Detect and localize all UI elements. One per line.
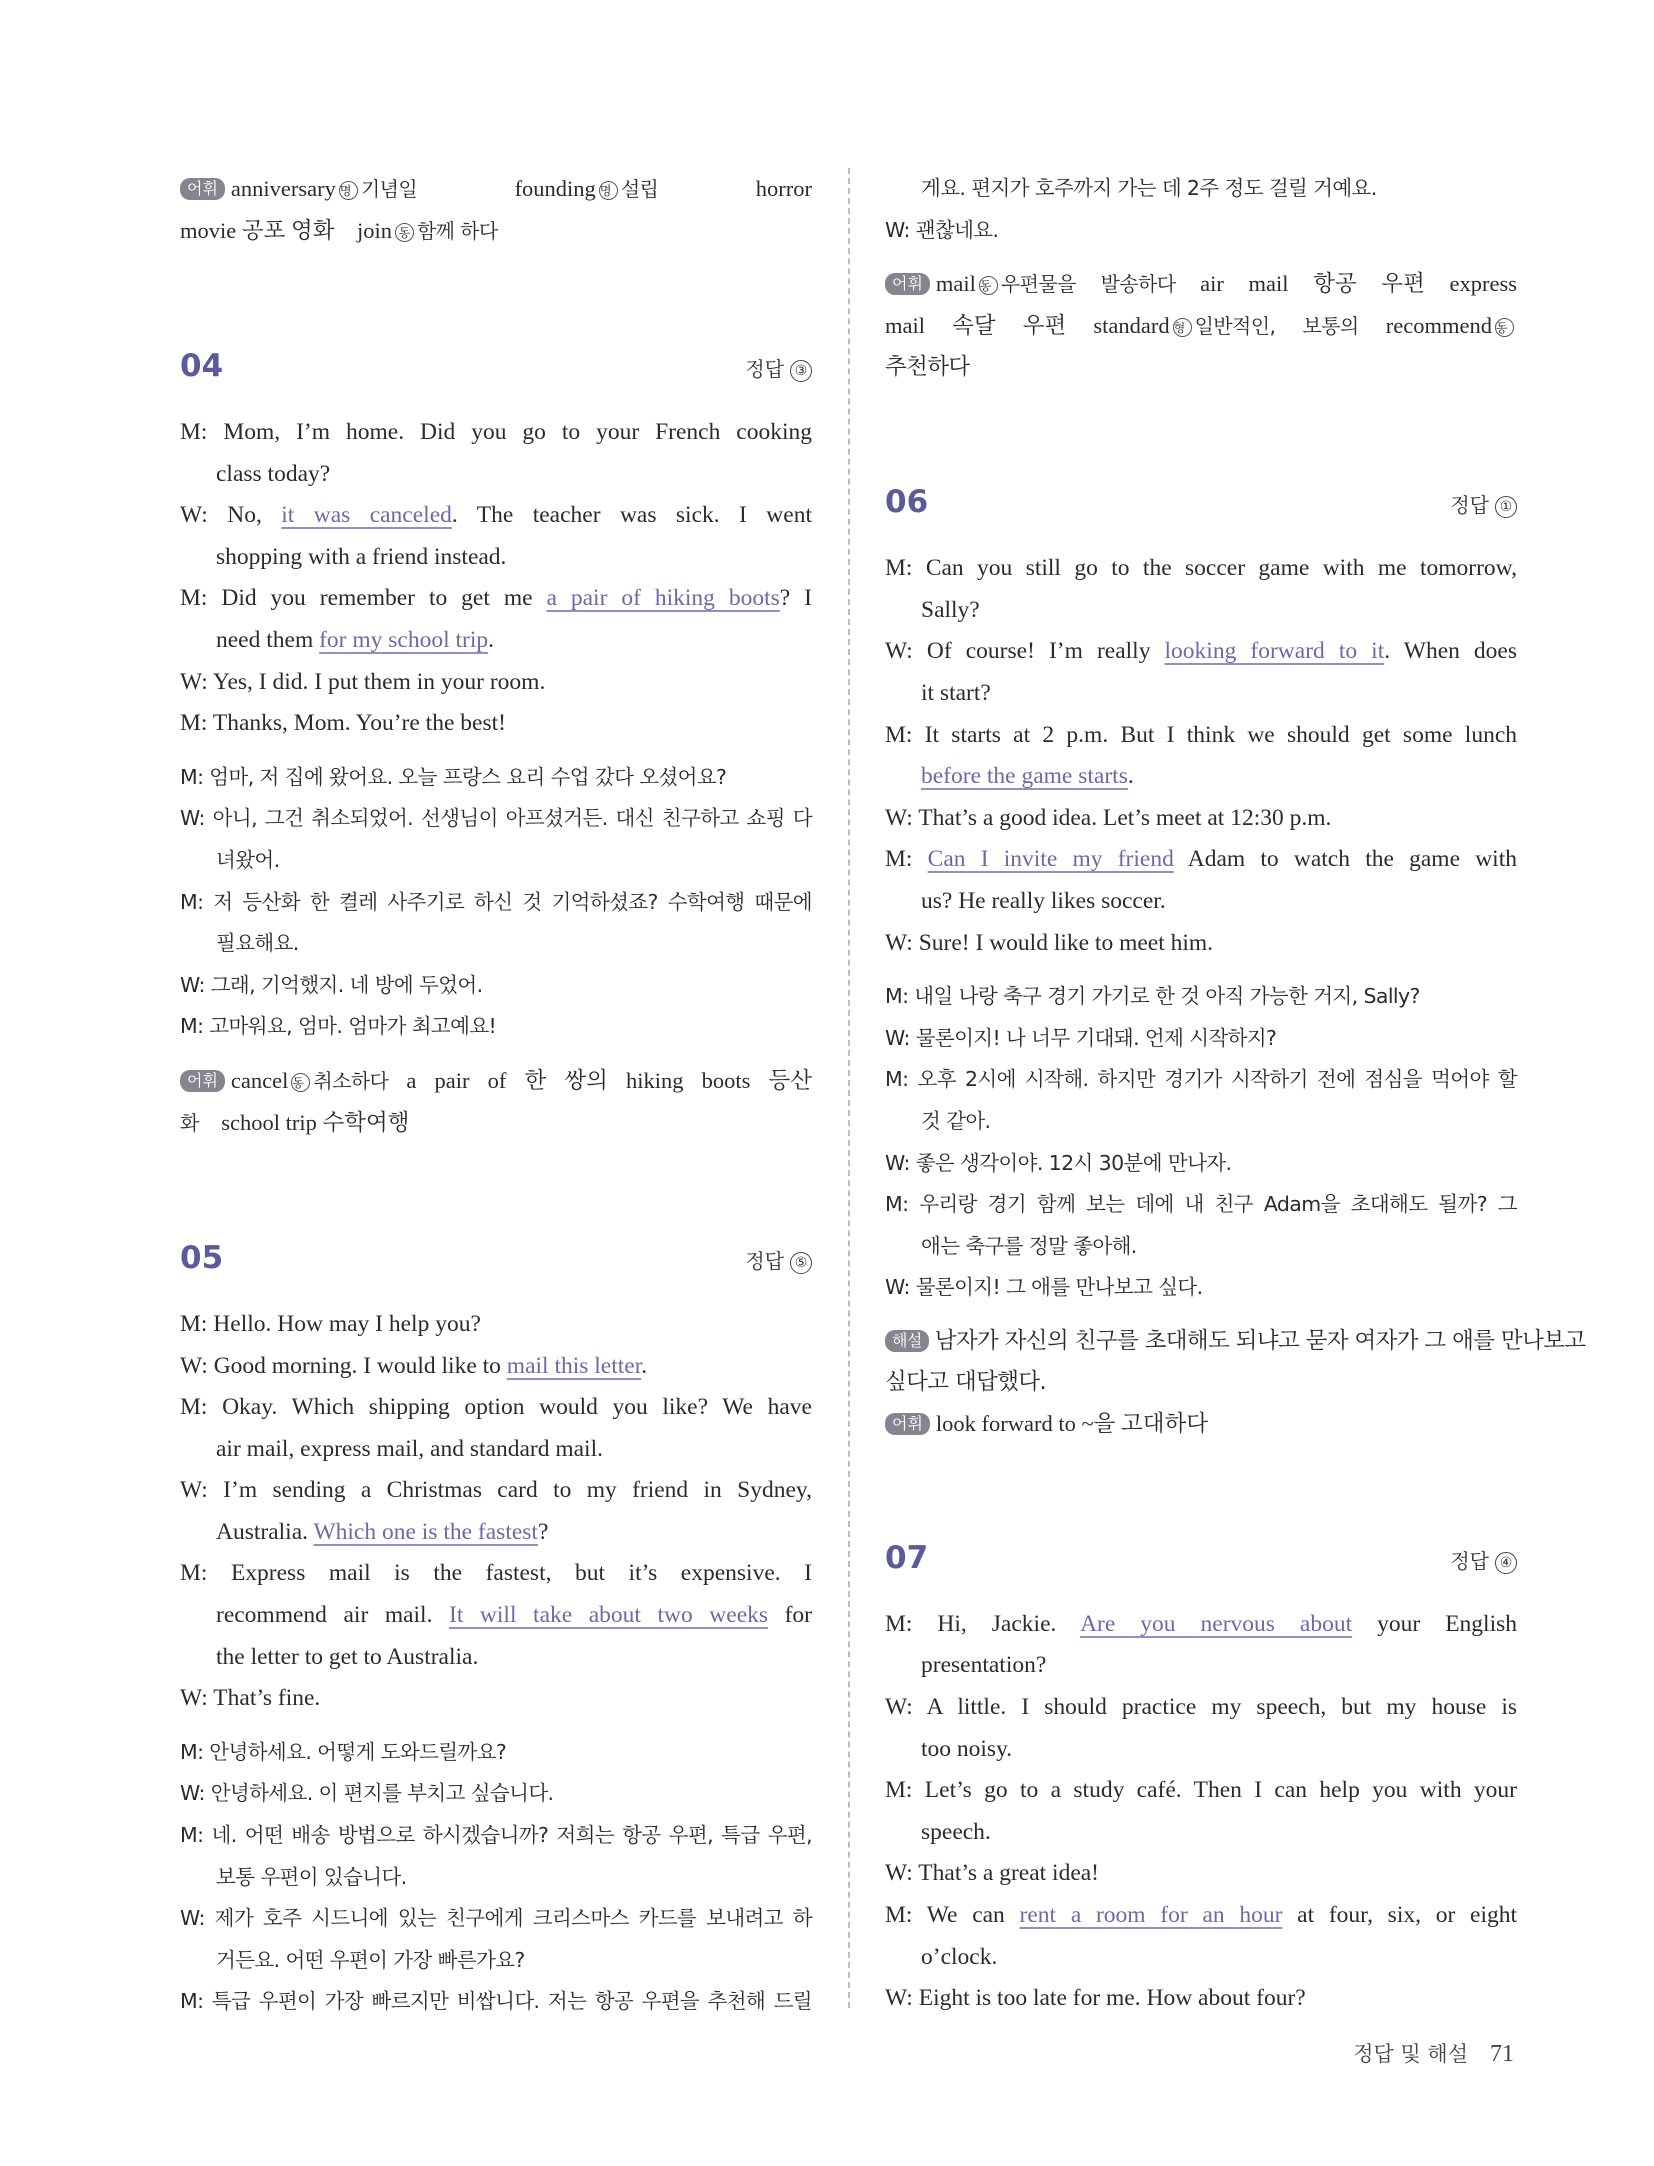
- answer-blank: mail this letter: [506, 1352, 642, 1379]
- answer-blank: a pair of hiking boots: [546, 585, 780, 612]
- answer-key: 정답 ⑤: [745, 1245, 812, 1274]
- dialogue-line: W: Sure! I would like to meet him.: [885, 929, 1214, 956]
- explanation-badge: 해설: [885, 1330, 929, 1352]
- verb-marker: 동: [395, 223, 414, 242]
- translation-line: W: 물론이지! 그 애를 만나보고 싶다.: [885, 1275, 1203, 1300]
- dialogue-line: M: Okay. Which shipping option would you like? We have: [180, 1394, 812, 1421]
- dialogue-line: M: Express mail is the fastest, but it’s expensive. I: [180, 1560, 812, 1587]
- dialogue-line: W: I’m sending a Christmas card to my friend in Sydney,: [180, 1477, 812, 1504]
- translation-line: 게요. 편지가 호주까지 가는 데 2주 정도 걸릴 거예요.: [921, 176, 1377, 200]
- footer-label: 정답 및 해설: [1353, 2042, 1468, 2066]
- dialogue-line: W: Yes, I did. I put them in your room.: [180, 668, 546, 695]
- verb-marker: 동: [291, 1073, 310, 1092]
- translation-line: M: 고마워요, 엄마. 엄마가 최고예요!: [180, 1014, 497, 1039]
- answer-blank: it was canceled: [281, 502, 452, 529]
- vocab-badge: 어휘: [180, 1070, 225, 1092]
- section-07: [885, 1540, 1517, 2020]
- answer-key: 정답 ③: [745, 353, 812, 382]
- answer-blank: It will take about two weeks: [449, 1602, 769, 1629]
- noun-marker: 명: [339, 181, 358, 200]
- section-header: [885, 1540, 1517, 1602]
- dialogue-line: W: Good morning. I would like to mail this letter.: [180, 1352, 648, 1379]
- answer-blank: rent a room for an hour: [1019, 1902, 1283, 1929]
- dialogue-line: M: Hi, Jackie. Are you nervous about your English: [885, 1610, 1518, 1637]
- vocab-box: 어휘 look forward to ~을 고대하다: [885, 1403, 1517, 1444]
- dialogue-line: M: Hello. How may I help you?: [180, 1310, 481, 1337]
- right-column: [885, 168, 1586, 2020]
- vocab-badge: 어휘: [885, 1413, 930, 1435]
- dialogue-line: M: Let’s go to a study café. Then I can help you with your: [885, 1777, 1517, 1804]
- verb-marker: 동: [979, 276, 998, 295]
- dialogue-line: Australia. Which one is the fastest?: [216, 1518, 549, 1545]
- translation-line: 필요해요.: [216, 931, 299, 956]
- verb-marker: 동: [1495, 318, 1514, 337]
- dialogue-line: M: Did you remember to get me a pair of hiking boots? I: [180, 585, 812, 612]
- translation-line: M: 우리랑 경기 함께 보는 데에 내 친구 Adam을 초대해도 될까? 그: [885, 1192, 1517, 1217]
- answer-blank: Which one is the fastest: [313, 1518, 538, 1545]
- translation-line: W: 안녕하세요. 이 편지를 부치고 싶습니다.: [180, 1781, 554, 1806]
- dialogue-line: W: A little. I should practice my speech, but my house is: [885, 1694, 1517, 1721]
- dialogue-line: M: Mom, I’m home. Did you go to your French cooking: [180, 419, 812, 445]
- dialogue-line: W: No, it was canceled. The teacher was sick. I went: [180, 502, 812, 529]
- translation-line: 녀왔어.: [216, 847, 280, 872]
- section-number: 04: [180, 348, 224, 384]
- answer-key: 정답 ①: [1450, 489, 1517, 518]
- dialogue-line: Sally?: [921, 596, 980, 623]
- dialogue-line: class today?: [216, 460, 331, 487]
- answer-blank: looking forward to it: [1164, 638, 1385, 665]
- vocab-box: 어휘 cancel 동 취소하다 a pair of 한 쌍의 hiking boots 등산 화 school trip 수학여행: [180, 1067, 813, 1135]
- section-04: [180, 348, 812, 1144]
- answer-blank: before the game starts: [921, 763, 1128, 790]
- section-header: [180, 348, 812, 410]
- dialogue-line: W: That’s fine.: [180, 1685, 321, 1712]
- dialogue-line: M: Can I invite my friend Adam to watch the game with: [885, 846, 1517, 873]
- translation-line: M: 내일 나랑 축구 경기 가기로 한 것 아직 가능한 거지, Sally?: [885, 984, 1420, 1009]
- answer-blank: Are you nervous about: [1080, 1610, 1353, 1637]
- section-06: [885, 484, 1586, 1444]
- dialogue-line: us? He really likes soccer.: [921, 887, 1166, 914]
- section-number: 07: [885, 1539, 929, 1576]
- dialogue-line: before the game starts.: [921, 763, 1134, 790]
- section-header: [885, 484, 1517, 546]
- dialogue-line: W: That’s a great idea!: [885, 1860, 1100, 1887]
- dialogue-line: W: Eight is too late for me. How about four?: [885, 1985, 1306, 2012]
- section-05: [180, 1240, 812, 2023]
- translation-line: W: 괜찮네요.: [885, 217, 999, 242]
- dialogue-line: presentation?: [921, 1652, 1047, 1679]
- translation-line: W: 제가 호주 시드니에 있는 친구에게 크리스마스 카드를 보내려고 하: [180, 1906, 812, 1931]
- explanation-box: 해설 남자가 자신의 친구를 초대해도 되냐고 묻자 여자가 그 애를 만나보고 싶다고 대답했다.: [885, 1327, 1586, 1395]
- vocab-badge: 어휘: [180, 178, 225, 200]
- vocab-box-intro: 어휘 anniversary 명 기념일 founding 명 설립 horror movie 공포 영화 join 동 함께 하다: [180, 176, 813, 243]
- dialogue-line: M: We can rent a room for an hour at four, six, or eight: [885, 1902, 1517, 1929]
- dialogue-line: too noisy.: [921, 1735, 1013, 1762]
- answer-blank: Can I invite my friend: [927, 846, 1174, 873]
- dialogue-line: the letter to get to Australia.: [216, 1643, 479, 1670]
- dialogue-line: need them for my school trip.: [216, 626, 495, 653]
- translation-line: M: 오후 2시에 시작해. 하지만 경기가 시작하기 전에 점심을 먹어야 할: [885, 1067, 1517, 1092]
- translation-line: M: 안녕하세요. 어떻게 도와드릴까요?: [180, 1739, 507, 1764]
- translation-line: 것 같아.: [921, 1108, 991, 1133]
- dialogue-line: o’clock.: [921, 1943, 998, 1970]
- dialogue-line: W: Of course! I’m really looking forward to it. When does: [885, 638, 1518, 665]
- page-footer: [1300, 2038, 1514, 2068]
- translation-line: 보통 우편이 있습니다.: [216, 1864, 407, 1889]
- translation-line: W: 아니, 그건 취소되었어. 선생님이 아프셨거든. 대신 친구하고 쇼핑 다: [180, 806, 812, 831]
- answer-key: 정답 ④: [1450, 1545, 1517, 1574]
- left-column: [180, 168, 812, 2023]
- dialogue-line: M: Thanks, Mom. You’re the best!: [180, 710, 506, 737]
- page-number: 71: [1490, 2041, 1514, 2067]
- section-number: 05: [180, 1239, 224, 1276]
- translation-line: M: 네. 어떤 배송 방법으로 하시겠습니까? 저희는 항공 우편, 특급 우편,: [180, 1823, 812, 1848]
- section-number: 06: [885, 484, 929, 521]
- dialogue-line: air mail, express mail, and standard mail.: [216, 1435, 603, 1462]
- dialogue-line: M: Can you still go to the soccer game with me tomorrow,: [885, 555, 1517, 582]
- translation-line: M: 엄마, 저 집에 왔어요. 오늘 프랑스 요리 수업 갔다 오셨어요?: [180, 764, 727, 789]
- vocab-badge: 어휘: [885, 273, 930, 295]
- translation-line: W: 그래, 기억했지. 네 방에 두었어.: [180, 972, 483, 997]
- dialogue-line: shopping with a friend instead.: [216, 543, 507, 570]
- translation-line: 애는 축구를 정말 좋아해.: [921, 1233, 1137, 1258]
- vocab-box: 어휘 mail 동 우편물을 발송하다 air mail 항공 우편 express mail 속달 우편 standard 형 일반적인, 보통의 recommend 동 추천하다: [885, 271, 1517, 381]
- column-divider: [848, 168, 850, 2008]
- noun-marker: 명: [599, 181, 618, 200]
- translation-line: 거든요. 어떤 우편이 가장 빠른가요?: [216, 1947, 525, 1972]
- dialogue-line: W: That’s a good idea. Let’s meet at 12:30 p.m.: [885, 804, 1332, 831]
- answer-blank: for my school trip: [319, 626, 489, 653]
- translation-line: M: 특급 우편이 가장 빠르지만 비쌉니다. 저는 항공 우편을 추천해 드릴: [180, 1989, 812, 2014]
- translation-line: W: 좋은 생각이야. 12시 30분에 만나자.: [885, 1150, 1232, 1175]
- dialogue-line: speech.: [921, 1818, 991, 1845]
- section-header: [180, 1240, 812, 1302]
- dialogue-line: M: It starts at 2 p.m. But I think we should get some lunch: [885, 721, 1517, 748]
- section-05-continued: [885, 168, 1517, 388]
- dialogue-line: recommend air mail. It will take about two weeks for: [216, 1602, 812, 1629]
- translation-line: M: 저 등산화 한 켤레 사주기로 하신 것 기억하셨죠? 수학여행 때문에: [180, 889, 812, 914]
- dialogue-line: it start?: [921, 679, 991, 706]
- adjective-marker: 형: [1173, 318, 1192, 337]
- translation-line: W: 물론이지! 나 너무 기대돼. 언제 시작하지?: [885, 1025, 1277, 1050]
